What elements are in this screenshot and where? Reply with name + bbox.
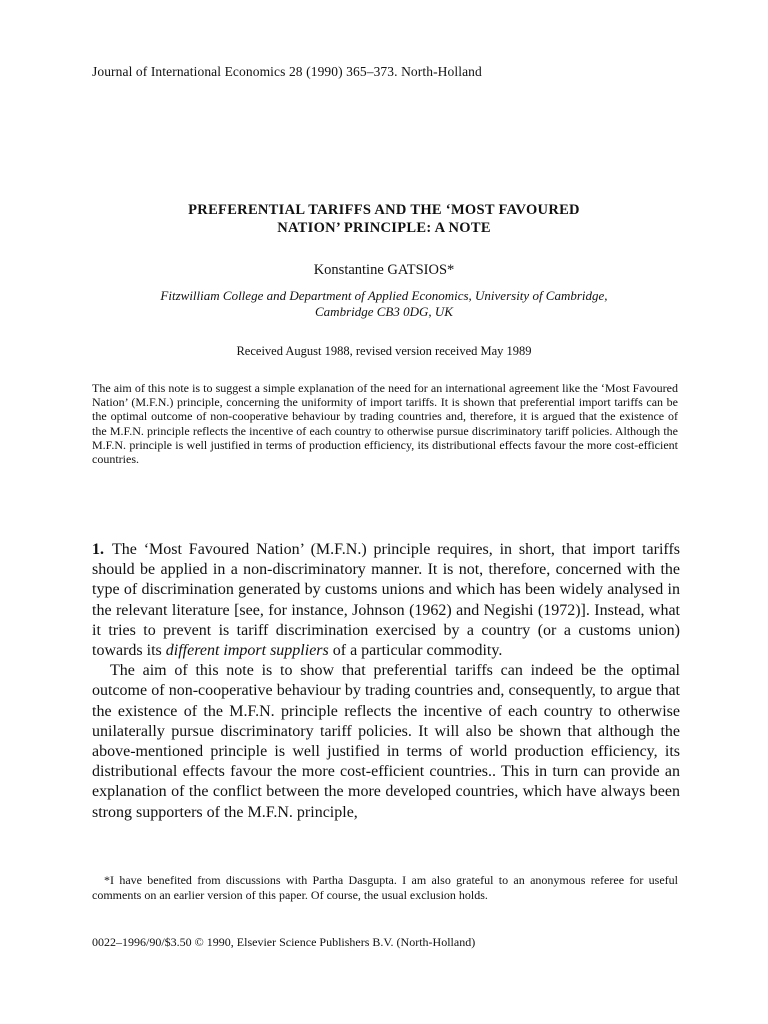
paragraph-1-text: The ‘Most Favoured Nation’ (M.F.N.) principle requires, in short, that import tariffs should be applied in a non-discriminatory manner. It is not, therefore, concerned with the type of discrimination generated by customs unions and which has been widely analysed in the relevant literature [see, for instance, Johnson (1962) and Negishi (1972)]. Instead, what it tries to prevent is tariff discrimination exercised by a country (or a customs union) towards its xyxy=(92,541,680,660)
author-affiliation xyxy=(100,288,668,320)
body-text xyxy=(92,540,680,823)
affiliation-line-2: Cambridge CB3 0DG, UK xyxy=(315,304,453,319)
abstract: The aim of this note is to suggest a simple explanation of the need for an international agreement like the ‘Most Favoured Nation’ (M.F.N.) principle, concerning the uniformity of import tariffs. It is shown that preferential import tariffs can be the optimal outcome of non-cooperative behaviour by trading countries and, therefore, it is argued that the existence of the M.F.N. principle reflects the incentive of each country to otherwise pursue discriminatory tariff policies. Although the M.F.N. principle is well justified in terms of production efficiency, its distributional effects favour the more cost-efficient countries. xyxy=(92,381,678,467)
paragraph-1 xyxy=(92,540,680,661)
journal-citation: Journal of International Economics 28 (1990) 365–373. North-Holland xyxy=(92,64,482,79)
author-name: Konstantine GATSIOS* xyxy=(313,262,455,278)
emphasis-text: different import suppliers xyxy=(165,642,329,660)
paragraph-1-end: of a particular commodity. xyxy=(332,642,503,660)
article-title xyxy=(100,201,668,237)
received-dates: Received August 1988, revised version received May 1989 xyxy=(236,344,532,358)
footnote: *I have benefited from discussions with Partha Dasgupta. I am also grateful to an anonymous referee for useful comments on an earlier version of this paper. Of course, the usual exclusion holds. xyxy=(92,873,678,902)
section-number: 1. xyxy=(92,541,104,558)
paragraph-2: The aim of this note is to show that preferential tariffs can indeed be the optimal outcome of non-cooperative behaviour by trading countries and, consequently, to argue that the existence of the M.F.N. principle reflects the incentive of each country to otherwise unilaterally pursue discriminatory tariff policies. It will also be shown that although the above-mentioned principle is well justified in terms of world production efficiency, its distributional effects favour the more cost-efficient countries.. This in turn can provide an explanation of the conflict between the more developed countries, which have always been strong supporters of the M.F.N. principle, xyxy=(92,662,680,821)
copyright-line: 0022–1996/90/$3.50 © 1990, Elsevier Science Publishers B.V. (North-Holland) xyxy=(92,935,476,949)
title-line-2: NATION’ PRINCIPLE: A NOTE xyxy=(277,220,491,236)
title-line-1: PREFERENTIAL TARIFFS AND THE ‘MOST FAVOURED xyxy=(188,202,580,218)
affiliation-line-1: Fitzwilliam College and Department of Applied Economics, University of Cambridge, xyxy=(160,288,608,303)
